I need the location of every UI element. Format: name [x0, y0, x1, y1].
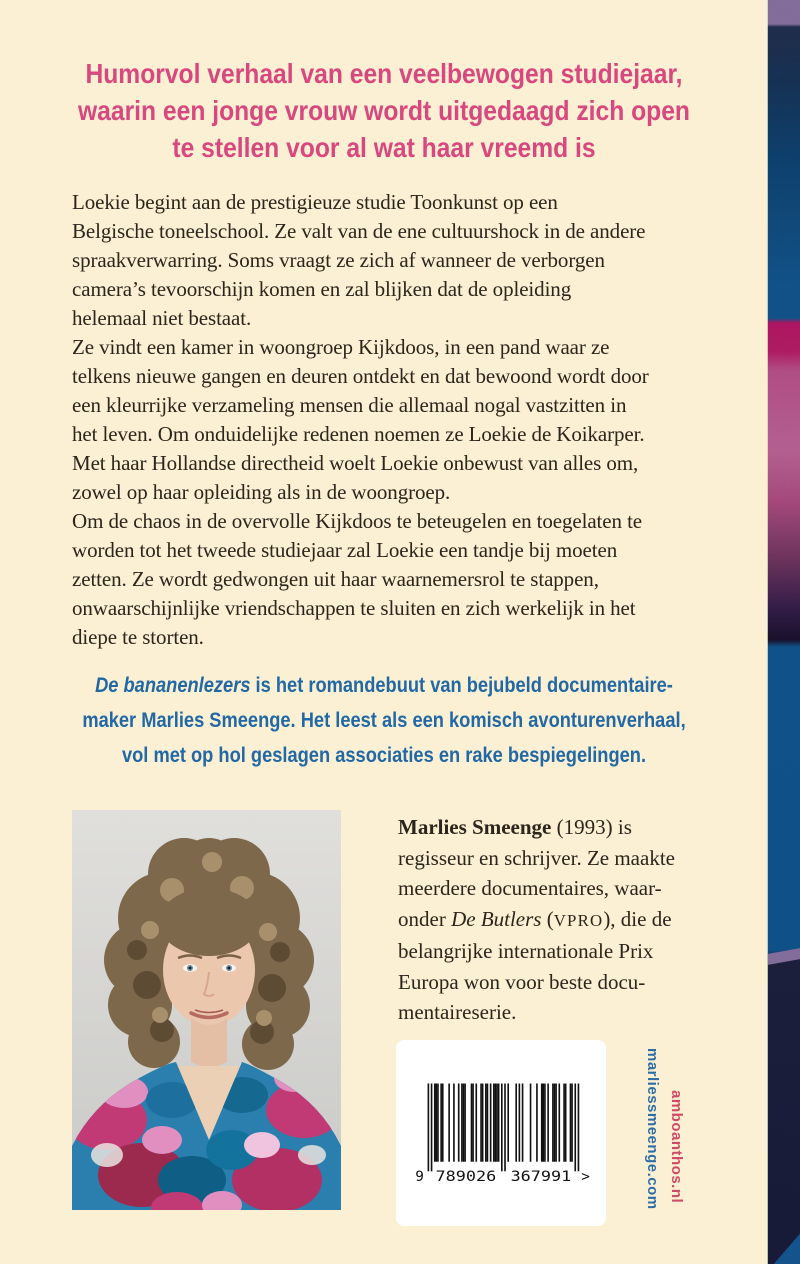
barcode-bar	[552, 1084, 554, 1162]
synopsis-line: onwaarschijnlijke vriendschappen te sluiten en zich werkelijk in het	[72, 596, 636, 620]
barcode-bar	[480, 1084, 482, 1162]
barcode-bar	[490, 1084, 492, 1162]
barcode-digit-lead: 9	[415, 1168, 424, 1185]
barcode-bar	[504, 1084, 506, 1172]
author-website-text: marliessmeenge.com	[644, 1048, 661, 1210]
barcode-bar	[436, 1084, 438, 1162]
work-title-italic: De Butlers	[451, 906, 542, 931]
barcode-bar	[571, 1084, 573, 1162]
barcode-box	[396, 1040, 606, 1226]
book-title-italic: De bananenlezers	[95, 673, 251, 697]
barcode-bar	[498, 1084, 500, 1162]
bio-line: belangrijke internationale Prix	[398, 939, 654, 963]
barcode-bar	[475, 1084, 477, 1162]
barcode-bar	[437, 1084, 439, 1162]
barcode-bar	[578, 1084, 580, 1172]
barcode-bar	[558, 1084, 560, 1162]
publisher-abbr: VPRO	[553, 910, 604, 930]
barcode-bar	[428, 1084, 430, 1172]
synopsis-line: worden tot het tweede studiejaar zal Loekie een tandje bij moeten	[72, 538, 618, 562]
barcode-bar	[515, 1084, 517, 1162]
synopsis-line: het leven. Om onduidelijke redenen noemen ze Loekie de Koikarper.	[72, 422, 645, 446]
blurb	[58, 668, 711, 773]
synopsis-line: zowel op haar opleiding als in de woongroep.	[72, 480, 451, 504]
barcode-bar	[565, 1084, 567, 1162]
barcode	[410, 1077, 592, 1189]
cover-art-strip	[767, 0, 800, 1264]
barcode-bar	[464, 1084, 466, 1162]
barcode-digits-left: 789026	[435, 1168, 497, 1185]
bio-line	[398, 812, 675, 843]
synopsis-line: Ze vindt een kamer in woongroep Kijkdoos, in een pand waar ze	[72, 335, 610, 359]
barcode-bar	[471, 1084, 473, 1162]
bio-line: regisseur en schrijver. Ze maakte	[398, 845, 675, 870]
synopsis-line: helemaal niet bestaat.	[72, 306, 252, 330]
barcode-arrow: >	[581, 1168, 590, 1185]
barcode-bar	[547, 1084, 549, 1162]
barcode-bar	[541, 1084, 543, 1162]
barcode-bar	[442, 1084, 444, 1162]
blurb-line	[58, 668, 711, 703]
barcode-bar	[461, 1084, 463, 1162]
barcode-bar	[482, 1084, 484, 1162]
barcode-bar	[493, 1084, 495, 1162]
barcode-bar	[536, 1084, 538, 1162]
blurb-line: maker Marlies Smeenge. Het leest als een komisch avonturenverhaal,	[82, 708, 686, 732]
barcode-bar	[555, 1084, 557, 1162]
barcode-bar	[431, 1084, 433, 1172]
synopsis-line: diepe te storten.	[72, 625, 204, 649]
barcode-bar	[522, 1084, 524, 1162]
barcode-bar	[501, 1084, 503, 1172]
barcode-bar	[530, 1084, 532, 1162]
synopsis-line: telkens nieuwe gangen en deuren ontdekt en dat bewoond wordt door	[72, 364, 649, 388]
synopsis-line: camera’s tevoorschijn komen en zal blijken dat de opleiding	[72, 277, 572, 301]
author-name: Marlies Smeenge	[398, 815, 552, 839]
barcode-bar	[496, 1084, 498, 1162]
headline-line: te stellen voor al wat haar vreemd is	[172, 132, 596, 163]
bio-text: (1993) is	[551, 815, 632, 839]
barcode-bar	[434, 1084, 436, 1162]
barcode-bar	[472, 1084, 474, 1162]
headline	[46, 55, 722, 166]
bio-text: onder	[398, 906, 452, 931]
blurb-text: is het romandebuut van bejubeld documentaire-	[250, 673, 673, 697]
barcode-bar	[458, 1084, 460, 1162]
bio-line: meerdere documentaires, waar-	[398, 876, 662, 900]
barcode-bar	[519, 1084, 521, 1162]
barcode-bar	[463, 1084, 465, 1162]
barcode-bar	[440, 1084, 442, 1162]
bio-line	[398, 904, 675, 937]
synopsis-line: spraakverwarring. Soms vraagt ze zich af wanneer de verborgen	[72, 248, 605, 272]
barcode-bar	[570, 1084, 572, 1162]
author-photo	[72, 810, 341, 1210]
synopsis-line: Om de chaos in de overvolle Kijkdoos te beteugelen en toegelaten te	[72, 509, 643, 533]
headline-line: Humorvol verhaal van een veelbewogen studiejaar,	[85, 58, 683, 89]
synopsis-line: Belgische toneelschool. Ze valt van de ene cultuurshock in de andere	[72, 219, 646, 243]
barcode-bar	[495, 1084, 497, 1162]
synopsis-line: Met haar Hollandse directheid woelt Loekie onbewust van alles om,	[72, 451, 639, 475]
bio-line: mentaireserie.	[398, 1000, 517, 1024]
synopsis-line: zetten. Ze wordt gedwongen uit haar waarnemersrol te stappen,	[72, 567, 599, 591]
barcode-bar	[563, 1084, 565, 1162]
barcode-bar	[574, 1084, 576, 1172]
blurb-line: vol met op hol geslagen associaties en rake bespiegelingen.	[121, 743, 647, 767]
barcode-bar	[485, 1084, 487, 1162]
barcode-bar	[448, 1084, 450, 1162]
synopsis	[72, 188, 649, 652]
synopsis-line: Loekie begint aan de prestigieuze studie Toonkunst op een	[72, 190, 558, 214]
barcode-bar	[453, 1084, 455, 1162]
synopsis-line: een kleurrijke verzameling mensen die allemaal nogal vastzitten in	[72, 393, 627, 417]
author-bio	[398, 812, 675, 1028]
barcode-bars	[428, 1084, 580, 1172]
bio-text: ), die de	[603, 906, 672, 931]
barcode-bar	[554, 1084, 556, 1162]
barcode-bar	[487, 1084, 489, 1162]
barcode-bar	[544, 1084, 546, 1162]
bio-line: Europa won voor beste docu-	[398, 969, 646, 994]
barcode-bar	[507, 1084, 509, 1162]
barcode-bar	[543, 1084, 545, 1162]
publisher-website-text: amboanthos.nl	[668, 1090, 685, 1204]
headline-line: waarin een jonge vrouw wordt uitgedaagd zich open	[78, 95, 690, 126]
bio-text: (	[541, 906, 554, 931]
barcode-digits-right: 367991	[510, 1168, 572, 1185]
